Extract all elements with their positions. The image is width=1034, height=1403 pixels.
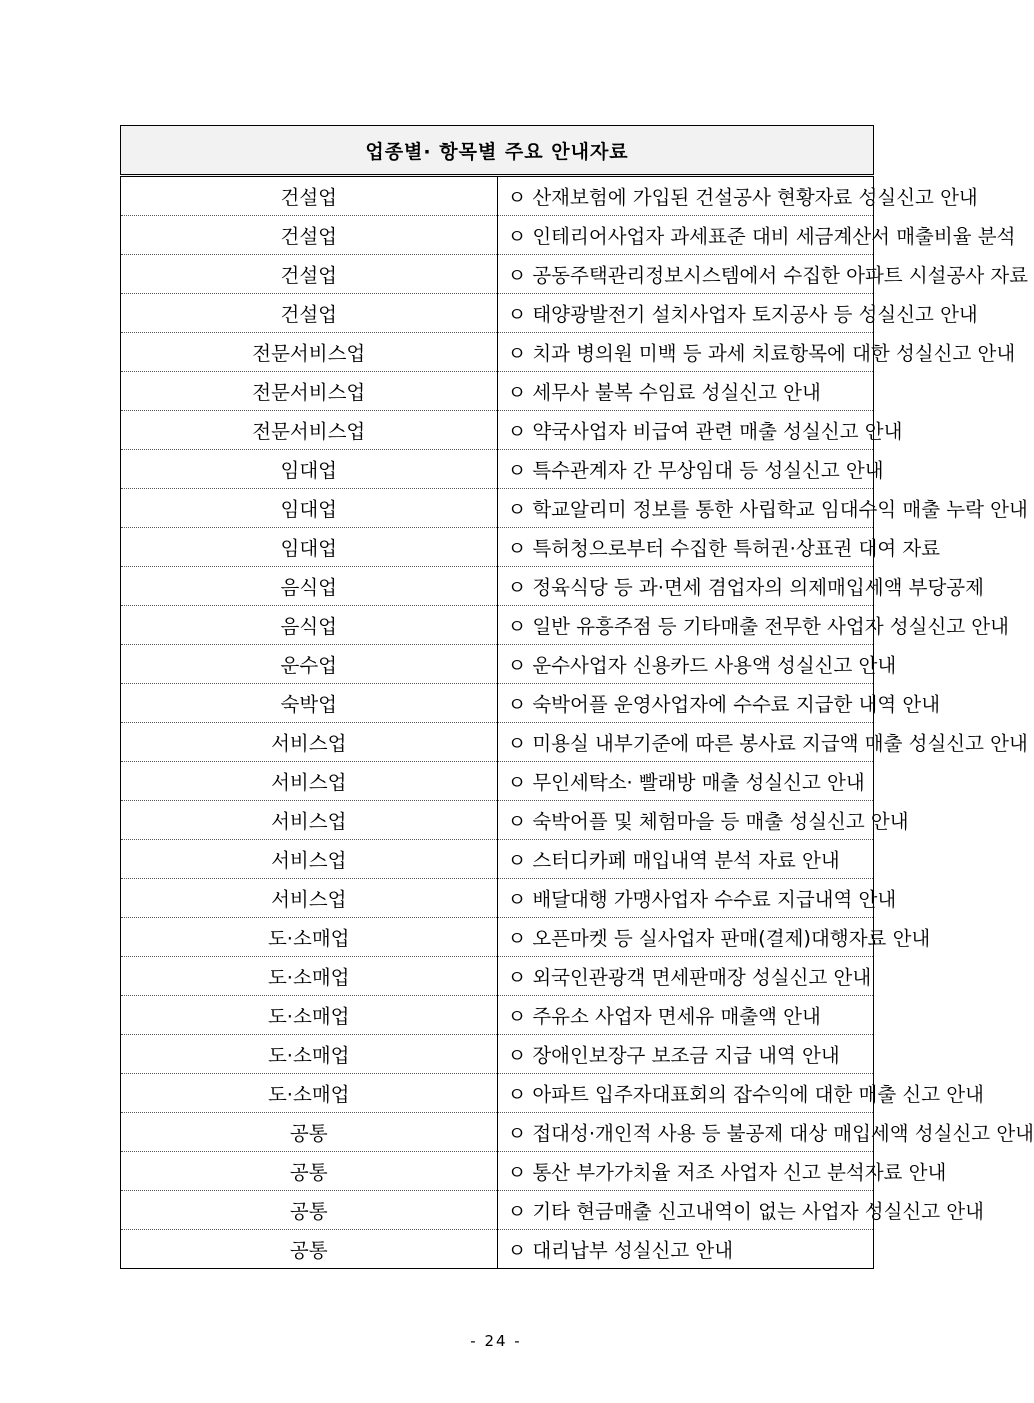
- item-text: 주유소 사업자 면세유 매출액 안내: [532, 1005, 821, 1028]
- bullet-mark: ㅇ: [507, 459, 527, 482]
- table-row: [121, 333, 874, 372]
- industry-cell: 건설업: [121, 294, 498, 333]
- item-text: 숙박어플 운영사업자에 수수료 지급한 내역 안내: [532, 693, 941, 716]
- table-row: [121, 411, 874, 450]
- industry-cell: 공통: [121, 1113, 498, 1152]
- table-body: [121, 176, 1034, 1269]
- industry-cell: 숙박업: [121, 684, 498, 723]
- item-cell: [497, 801, 909, 840]
- item-text: 공동주택관리정보시스템에서 수집한 아파트 시설공사 자료: [532, 264, 1029, 287]
- bullet-mark: ㅇ: [507, 771, 527, 794]
- industry-cell: 도·소매업: [121, 1035, 498, 1074]
- table-row: [121, 1152, 874, 1191]
- table-row: [121, 294, 874, 333]
- table-row: [121, 957, 874, 996]
- bullet-mark: ㅇ: [507, 1161, 527, 1184]
- bullet-mark: ㅇ: [507, 1200, 527, 1223]
- table-row: [121, 1074, 874, 1113]
- item-cell: [497, 255, 1029, 294]
- bullet-mark: ㅇ: [507, 1005, 527, 1028]
- table-row: [121, 1230, 874, 1269]
- item-cell: [497, 372, 874, 411]
- table-row: [121, 645, 874, 684]
- industry-cell: 전문서비스업: [121, 372, 498, 411]
- item-text: 배달대행 가맹사업자 수수료 지급내역 안내: [532, 888, 897, 911]
- item-text: 운수사업자 신용카드 사용액 성실신고 안내: [532, 654, 897, 677]
- industry-cell: 서비스업: [121, 723, 498, 762]
- bullet-mark: ㅇ: [507, 888, 527, 911]
- guidance-table: [120, 125, 1034, 1269]
- table-row: [121, 528, 874, 567]
- bullet-mark: ㅇ: [507, 966, 527, 989]
- item-text: 스터디카페 매입내역 분석 자료 안내: [532, 849, 840, 872]
- bullet-mark: ㅇ: [507, 615, 527, 638]
- table-row: [121, 996, 874, 1035]
- item-cell: [497, 957, 874, 996]
- item-cell: [497, 176, 978, 216]
- bullet-mark: ㅇ: [507, 264, 527, 287]
- table-row: [121, 879, 874, 918]
- item-cell: [497, 489, 1028, 528]
- table-row: [121, 489, 874, 528]
- item-text: 일반 유흥주점 등 기타매출 전무한 사업자 성실신고 안내: [532, 615, 1009, 638]
- industry-cell: 음식업: [121, 606, 498, 645]
- item-text: 학교알리미 정보를 통한 사립학교 임대수익 매출 누락 안내: [532, 498, 1028, 521]
- table-row: [121, 1113, 874, 1152]
- bullet-mark: ㅇ: [507, 693, 527, 716]
- bullet-mark: ㅇ: [507, 810, 527, 833]
- item-cell: [497, 918, 931, 957]
- bullet-mark: ㅇ: [507, 1122, 527, 1145]
- item-cell: [497, 684, 941, 723]
- table-row: [121, 372, 874, 411]
- bullet-mark: ㅇ: [507, 225, 527, 248]
- bullet-mark: ㅇ: [507, 654, 527, 677]
- table-row: [121, 801, 874, 840]
- bullet-mark: ㅇ: [507, 420, 527, 443]
- bullet-mark: ㅇ: [507, 342, 527, 365]
- table-row: [121, 255, 874, 294]
- industry-cell: 임대업: [121, 528, 498, 567]
- table-header-row: [121, 126, 874, 176]
- table-row: [121, 216, 874, 255]
- item-text: 무인세탁소· 빨래방 매출 성실신고 안내: [532, 771, 865, 794]
- industry-cell: 임대업: [121, 489, 498, 528]
- table-row: [121, 606, 874, 645]
- industry-cell: 공통: [121, 1230, 498, 1269]
- industry-cell: 도·소매업: [121, 957, 498, 996]
- table-row: [121, 176, 874, 216]
- table-title: 업종별· 항목별 주요 안내자료: [121, 126, 874, 176]
- table-row: [121, 1035, 874, 1074]
- item-text: 특허청으로부터 수집한 특허권·상표권 대여 자료: [532, 537, 941, 560]
- bullet-mark: ㅇ: [507, 576, 527, 599]
- industry-cell: 공통: [121, 1152, 498, 1191]
- page-number: - 24 -: [470, 1332, 522, 1350]
- item-cell: [497, 450, 884, 489]
- industry-cell: 공통: [121, 1191, 498, 1230]
- industry-cell: 전문서비스업: [121, 411, 498, 450]
- item-text: 산재보험에 가입된 건설공사 현황자료 성실신고 안내: [532, 186, 978, 209]
- industry-cell: 서비스업: [121, 762, 498, 801]
- item-cell: [497, 1035, 874, 1074]
- table-row: [121, 1191, 874, 1230]
- item-text: 아파트 입주자대표회의 잡수익에 대한 매출 신고 안내: [532, 1083, 984, 1106]
- item-cell: [497, 645, 897, 684]
- item-cell: [497, 294, 978, 333]
- item-cell: [497, 1152, 947, 1191]
- item-text: 태양광발전기 설치사업자 토지공사 등 성실신고 안내: [532, 303, 978, 326]
- industry-cell: 건설업: [121, 176, 498, 216]
- table-row: [121, 840, 874, 879]
- industry-cell: 서비스업: [121, 879, 498, 918]
- item-cell: [497, 333, 1016, 372]
- bullet-mark: ㅇ: [507, 1083, 527, 1106]
- table-row: [121, 684, 874, 723]
- item-text: 숙박어플 및 체험마을 등 매출 성실신고 안내: [532, 810, 909, 833]
- item-cell: [497, 723, 1028, 762]
- item-cell: [497, 411, 903, 450]
- item-text: 인테리어사업자 과세표준 대비 세금계산서 매출비율 분석: [532, 225, 1016, 248]
- item-cell: [497, 216, 1016, 255]
- bullet-mark: ㅇ: [507, 1044, 527, 1067]
- item-text: 약국사업자 비급여 관련 매출 성실신고 안내: [532, 420, 903, 443]
- item-text: 미용실 내부기준에 따른 봉사료 지급액 매출 성실신고 안내: [532, 732, 1028, 755]
- bullet-mark: ㅇ: [507, 303, 527, 326]
- item-text: 특수관계자 간 무상임대 등 성실신고 안내: [532, 459, 884, 482]
- table-row: [121, 450, 874, 489]
- table-row: [121, 723, 874, 762]
- industry-cell: 서비스업: [121, 840, 498, 879]
- industry-cell: 도·소매업: [121, 918, 498, 957]
- bullet-mark: ㅇ: [507, 186, 527, 209]
- item-cell: [497, 840, 874, 879]
- item-text: 오픈마켓 등 실사업자 판매(결제)대행자료 안내: [532, 927, 931, 950]
- bullet-mark: ㅇ: [507, 381, 527, 404]
- industry-cell: 도·소매업: [121, 996, 498, 1035]
- bullet-mark: ㅇ: [507, 1239, 527, 1262]
- item-cell: [497, 1230, 874, 1269]
- item-cell: [497, 1191, 984, 1230]
- item-cell: [497, 762, 874, 801]
- bullet-mark: ㅇ: [507, 498, 527, 521]
- industry-cell: 건설업: [121, 255, 498, 294]
- item-text: 장애인보장구 보조금 지급 내역 안내: [532, 1044, 840, 1067]
- bullet-mark: ㅇ: [507, 537, 527, 560]
- industry-cell: 서비스업: [121, 801, 498, 840]
- industry-cell: 음식업: [121, 567, 498, 606]
- bullet-mark: ㅇ: [507, 927, 527, 950]
- item-cell: [497, 1113, 1034, 1152]
- item-cell: [497, 996, 874, 1035]
- bullet-mark: ㅇ: [507, 849, 527, 872]
- item-text: 접대성·개인적 사용 등 불공제 대상 매입세액 성실신고 안내: [532, 1122, 1034, 1145]
- table-row: [121, 567, 874, 606]
- table-row: [121, 762, 874, 801]
- item-cell: [497, 1074, 984, 1113]
- industry-cell: 건설업: [121, 216, 498, 255]
- industry-cell: 도·소매업: [121, 1074, 498, 1113]
- item-text: 세무사 불복 수임료 성실신고 안내: [532, 381, 821, 404]
- item-cell: [497, 567, 984, 606]
- bullet-mark: ㅇ: [507, 732, 527, 755]
- item-text: 대리납부 성실신고 안내: [532, 1239, 734, 1262]
- item-text: 외국인관광객 면세판매장 성실신고 안내: [532, 966, 872, 989]
- item-cell: [497, 606, 1009, 645]
- item-cell: [497, 528, 941, 567]
- item-cell: [497, 879, 897, 918]
- industry-cell: 임대업: [121, 450, 498, 489]
- table-row: [121, 918, 874, 957]
- item-text: 정육식당 등 과·면세 겸업자의 의제매입세액 부당공제: [532, 576, 984, 599]
- industry-cell: 전문서비스업: [121, 333, 498, 372]
- item-text: 통산 부가가치율 저조 사업자 신고 분석자료 안내: [532, 1161, 947, 1184]
- item-text: 치과 병의원 미백 등 과세 치료항목에 대한 성실신고 안내: [532, 342, 1016, 365]
- item-text: 기타 현금매출 신고내역이 없는 사업자 성실신고 안내: [532, 1200, 984, 1223]
- industry-cell: 운수업: [121, 645, 498, 684]
